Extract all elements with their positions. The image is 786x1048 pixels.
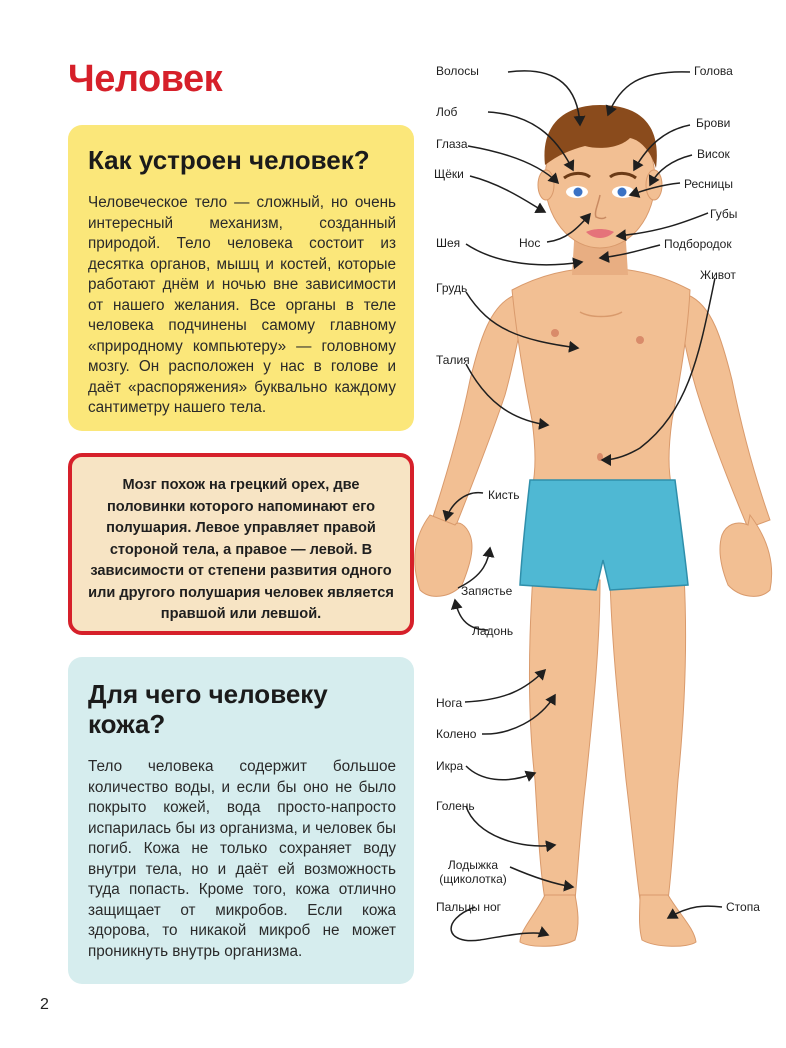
label-ankle-line1: Лодыжка bbox=[447, 858, 499, 872]
right-foot bbox=[640, 895, 697, 946]
page-number: 2 bbox=[40, 996, 49, 1013]
label-foot: Стопа bbox=[726, 900, 760, 914]
label-cheeks: Щёки bbox=[434, 167, 464, 181]
label-leg: Нога bbox=[436, 696, 463, 710]
right-hand bbox=[720, 515, 772, 596]
label-hair: Волосы bbox=[436, 64, 479, 78]
label-neck: Шея bbox=[436, 236, 461, 250]
right-leg bbox=[610, 575, 686, 900]
label-ankle-line2: (щиколотка) bbox=[439, 872, 507, 886]
skin-text: Тело человека содержит большое количество воды, и если бы оно не было покрыто кожей, вода просто-напросто испарилась бы из организма, и человек бы погиб. Кожа не только сохраняет воду внутри тела, но и даёт ей возможность туда попасть. Кроме того, кожа отлично защищает от микробов. Если кожа здорова, то никакой микроб не может проникнуть внутрь организма. bbox=[88, 758, 396, 960]
structure-heading: Как устроен человек? bbox=[88, 145, 370, 175]
body-figure bbox=[415, 105, 772, 946]
label-calf: Икра bbox=[436, 759, 464, 773]
label-temple: Висок bbox=[697, 147, 730, 161]
left-leg bbox=[529, 575, 600, 900]
shorts bbox=[520, 480, 688, 590]
skin-heading: Для чего человеку кожа? bbox=[88, 679, 328, 739]
label-eyes: Глаза bbox=[436, 137, 468, 151]
label-head: Голова bbox=[694, 64, 733, 78]
label-chin: Подбородок bbox=[664, 237, 732, 251]
structure-text: Человеческое тело — сложный, но очень интересный механизм, созданный природой. Тело человека состоит из десятка органов, мышц и костей, которые работают днём и ночью вне зависимости от нашего желания. Все органы в теле человека подчинены самому главному «природному компьютеру» — головному мозгу. Он расположен у нас в голове и даёт «распоряжения» буквально каждому сантиметру нашего тела. bbox=[88, 194, 396, 416]
label-forehead: Лоб bbox=[436, 105, 458, 119]
label-shin: Голень bbox=[436, 799, 475, 813]
left-foot bbox=[520, 895, 578, 946]
brain-fact-text: Мозг похож на грецкий орех, две половинки которого напоминают его полушария. Левое управляет правой стороной тела, а правое — левой. В зависимости от степени развития одного или другого полушария человек является правшой или левшой. bbox=[88, 477, 394, 622]
label-eyelashes: Ресницы bbox=[684, 177, 733, 191]
label-chest: Грудь bbox=[436, 281, 468, 295]
label-palm: Ладонь bbox=[472, 624, 514, 638]
label-toes: Пальцы ног bbox=[436, 900, 502, 914]
label-knee: Колено bbox=[436, 727, 477, 741]
label-eyebrows: Брови bbox=[696, 116, 731, 130]
label-belly: Живот bbox=[700, 268, 736, 282]
page-title: Человек bbox=[68, 58, 223, 100]
label-nose: Нос bbox=[519, 236, 541, 250]
label-waist: Талия bbox=[436, 353, 470, 367]
label-wrist: Запястье bbox=[461, 584, 513, 598]
label-hand: Кисть bbox=[488, 488, 520, 502]
label-ankle bbox=[436, 858, 510, 886]
label-lips: Губы bbox=[710, 207, 738, 221]
right-arm bbox=[680, 295, 770, 528]
